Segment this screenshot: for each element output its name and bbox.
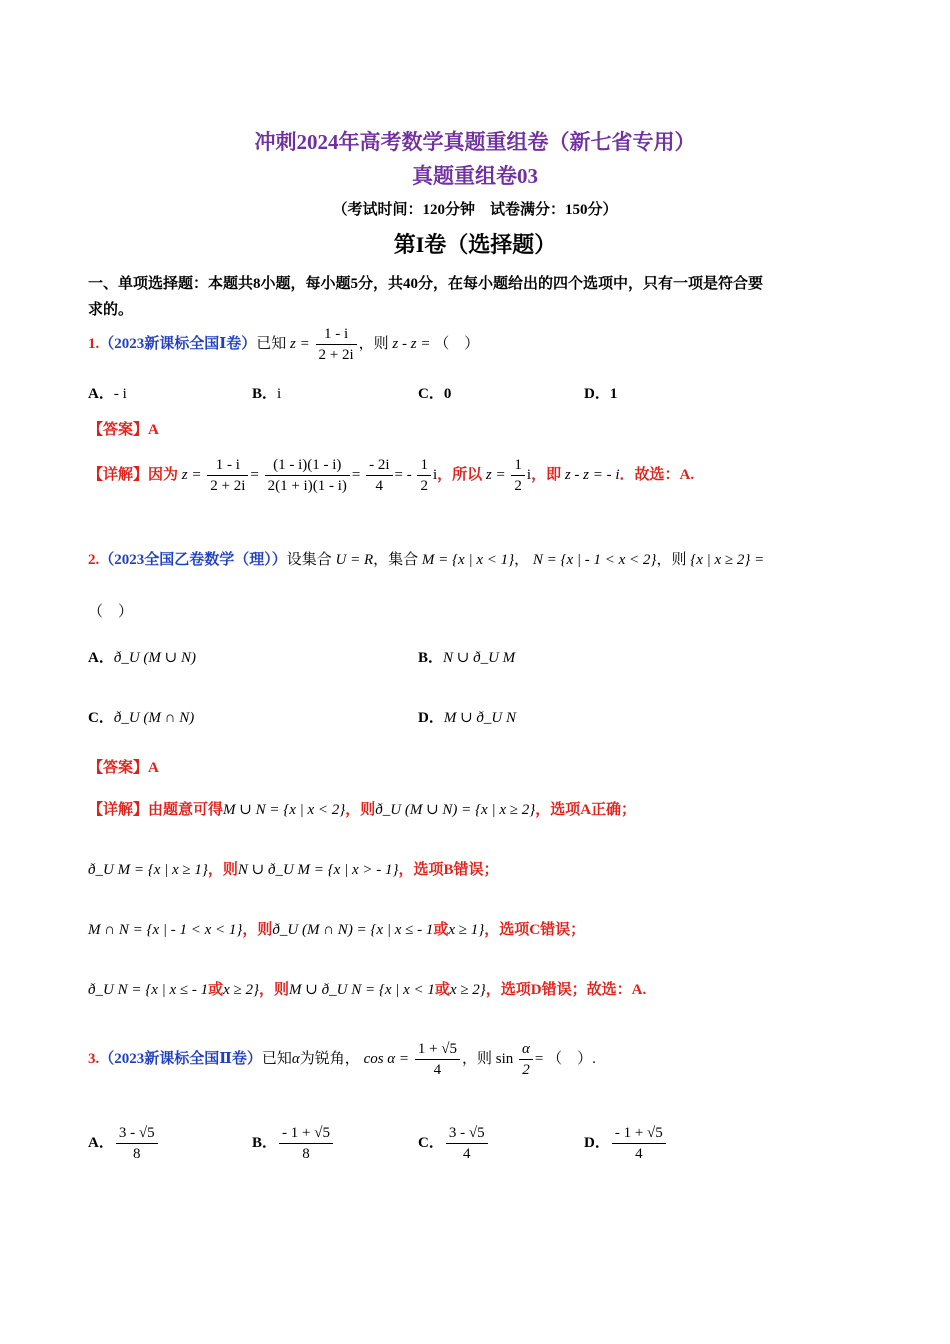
detail-text: ．故选：A. <box>619 467 695 483</box>
math-expr: U = R <box>335 552 374 568</box>
math-expr: x ≥ 2} <box>449 982 486 998</box>
math-expr: z - z = - i <box>564 467 620 483</box>
numerator: α <box>519 1039 533 1060</box>
fraction <box>207 455 248 496</box>
q3-option-b <box>252 1116 335 1170</box>
option-label: D． <box>584 1135 610 1151</box>
q2-option-c <box>88 700 194 736</box>
detail-text: ，所以 <box>437 467 483 483</box>
math-expr: {x | x ≥ 2} = <box>690 552 765 568</box>
math-expr: x ≥ 1} <box>448 922 485 938</box>
math-expr: M ∩ N = {x | - 1 < x < 1} <box>88 922 243 938</box>
math-var: i <box>432 467 438 483</box>
denominator: 2(1 + i)(1 - i) <box>267 478 347 495</box>
q2-answer: 【答案】A <box>88 760 159 776</box>
stem-text: 已知 <box>256 336 287 352</box>
math-var: i <box>526 467 532 483</box>
fraction <box>446 1123 488 1164</box>
math-var: α <box>291 1051 300 1067</box>
fraction <box>316 324 357 365</box>
exam-title: 冲刺2024年高考数学真题重组卷（新七省专用） <box>254 130 696 154</box>
detail-text: 或 <box>208 982 224 998</box>
math-expr: M = {x | x < 1} <box>421 552 515 568</box>
numerator: 1 + √5 <box>415 1039 460 1060</box>
q3-option-a <box>88 1116 160 1170</box>
fraction <box>265 455 350 496</box>
option-label: A． <box>88 1135 114 1151</box>
option-label: A． <box>88 650 114 666</box>
option-value: - i <box>113 386 127 402</box>
numerator: 3 - √5 <box>116 1123 158 1144</box>
denominator: 8 <box>302 1146 310 1163</box>
q1-detail <box>88 448 694 502</box>
denominator: 4 <box>433 1062 442 1079</box>
q2-detail-line4 <box>88 970 646 1010</box>
question-1-stem <box>88 320 479 368</box>
numerator: 3 - √5 <box>446 1123 488 1144</box>
denominator: 4 <box>462 1146 471 1163</box>
option-label: D． <box>584 386 610 402</box>
math-expr: ð_U N = {x | x ≤ - 1 <box>88 982 209 998</box>
answer-paren: （ ）. <box>547 1051 596 1067</box>
q2-option-a <box>88 640 196 676</box>
q2-detail-line2 <box>88 850 498 890</box>
option-label: B． <box>252 1135 278 1151</box>
math-var: z = <box>181 467 202 483</box>
option-value: 1 <box>609 386 618 402</box>
q2-option-b <box>418 640 515 676</box>
option-value: N ∪ ð_U M <box>443 650 516 666</box>
detail-text: ，选项A正确； <box>535 802 637 818</box>
option-value: ð_U (M ∩ N) <box>113 710 195 726</box>
section-title: 第I卷（选择题） <box>393 232 557 257</box>
numerator: 1 - i <box>207 455 248 476</box>
math-expr: ð_U (M ∩ N) = {x | x ≤ - 1 <box>272 922 434 938</box>
numerator: - 1 + √5 <box>279 1123 333 1144</box>
option-label: B． <box>252 386 278 402</box>
q2-paren: （ ） <box>88 604 134 620</box>
stem-text: 设集合 <box>286 552 332 568</box>
math-expr: M ∪ N = {x | x < 2} <box>223 802 346 818</box>
q2-detail-line1 <box>88 790 636 830</box>
math-expr: N = {x | - 1 < x < 2} <box>532 552 657 568</box>
detail-label: 【详解】因为 <box>88 467 179 483</box>
numerator: - 2i <box>366 455 392 476</box>
q1-option-c <box>418 382 451 403</box>
stem-text: 已知 <box>261 1051 292 1067</box>
detail-label: 【详解】由题意可得 <box>88 802 224 818</box>
option-value: ð_U (M ∪ N) <box>113 650 196 666</box>
stem-text: ，则 <box>462 1051 493 1067</box>
detail-text: ，选项B错误； <box>398 862 499 878</box>
math-expr: z = <box>485 467 506 483</box>
numerator: - 1 + √5 <box>612 1123 666 1144</box>
stem-text: ，则 <box>656 552 687 568</box>
question-number: 2. <box>88 552 100 568</box>
numerator: 1 <box>511 455 525 476</box>
q2-option-d <box>418 700 516 736</box>
math-op: = <box>351 467 361 483</box>
exam-info: （考试时间：120分钟 试卷满分：150分） <box>332 202 618 218</box>
q3-option-d <box>584 1116 668 1170</box>
detail-text: ，即 <box>531 467 562 483</box>
q2-detail-line3 <box>88 910 585 950</box>
math-expr: z - z = <box>392 336 431 352</box>
question-number: 3. <box>88 1051 100 1067</box>
denominator: 2 + 2i <box>318 347 354 364</box>
question-number: 1. <box>88 336 100 352</box>
option-value: M ∪ ð_U N <box>443 710 516 726</box>
option-label: A． <box>88 386 114 402</box>
detail-text: ，则 <box>259 982 290 998</box>
detail-text: 或 <box>434 982 450 998</box>
question-2-stem: 2.（2023全国乙卷数学（理））设集合 U = R，集合 M = {x | x < 1}， N = {x | - 1 < x < 2}，则 {x | x ≥ 2} = <box>88 552 765 568</box>
exam-subtitle: 真题重组卷03 <box>412 164 538 188</box>
fraction <box>417 455 431 496</box>
math-expr: M ∪ ð_U N = {x | x < 1 <box>289 982 435 998</box>
fraction <box>519 1039 533 1080</box>
math-func: sin <box>495 1051 514 1067</box>
denominator: 2 + 2i <box>210 478 246 495</box>
math-op: = <box>534 1051 544 1067</box>
answer-paren: （ ） <box>434 336 480 352</box>
stem-text: ，集合 <box>373 552 419 568</box>
question-source: （2023新课标全国Ⅰ卷） <box>99 336 257 352</box>
fraction <box>612 1123 666 1164</box>
stem-text: 为锐角， <box>299 1051 360 1067</box>
math-op: = - <box>394 467 412 483</box>
option-label: D． <box>418 710 444 726</box>
detail-text: ，则 <box>345 802 376 818</box>
q1-answer: 【答案】A <box>88 422 159 438</box>
fraction <box>279 1123 333 1164</box>
detail-text: ，则 <box>207 862 238 878</box>
denominator: 8 <box>132 1146 141 1163</box>
q1-option-b <box>252 382 281 403</box>
math-op: = <box>250 467 259 483</box>
stem-text: ，则 <box>358 336 389 352</box>
instructions-line2: 求的。 <box>88 302 134 318</box>
math-expr: cos α = <box>363 1051 410 1067</box>
fraction <box>511 455 525 496</box>
question-3-stem <box>88 1032 596 1086</box>
numerator: 1 - i <box>316 324 357 345</box>
option-label: C． <box>88 710 114 726</box>
detail-text: ，则 <box>242 922 273 938</box>
math-expr: x ≥ 2} <box>223 982 260 998</box>
denominator: 4 <box>375 478 384 495</box>
denominator: 2 <box>522 1062 530 1079</box>
denominator: 2 <box>420 478 428 495</box>
fraction <box>415 1039 460 1080</box>
math-expr: N ∪ ð_U M = {x | x > - 1} <box>237 862 399 878</box>
fraction <box>116 1123 158 1164</box>
denominator: 2 <box>514 478 522 495</box>
detail-text: ，选项D错误；故选：A. <box>485 982 647 998</box>
option-label: C． <box>418 1135 444 1151</box>
numerator: 1 <box>417 455 431 476</box>
option-label: B． <box>418 650 444 666</box>
numerator: (1 - i)(1 - i) <box>265 455 350 476</box>
denominator: 4 <box>635 1146 643 1163</box>
option-value: 0 <box>443 386 452 402</box>
instructions-line1: 一、单项选择题：本题共8小题，每小题5分，共40分，在每小题给出的四个选项中，只有一项是符合要 <box>88 276 764 292</box>
question-source: （2023全国乙卷数学（理）） <box>99 552 287 568</box>
math-expr: ð_U M = {x | x ≥ 1} <box>88 862 208 878</box>
detail-text: ，选项C错误； <box>484 922 586 938</box>
q1-option-d <box>584 382 617 403</box>
option-label: C． <box>418 386 444 402</box>
option-value: i <box>277 386 282 402</box>
question-source: （2023新课标全国Ⅱ卷） <box>99 1051 262 1067</box>
detail-text: 或 <box>433 922 449 938</box>
q1-option-a <box>88 382 127 403</box>
math-expr: z = <box>290 336 310 352</box>
q3-option-c <box>418 1116 490 1170</box>
math-expr: ð_U (M ∪ N) = {x | x ≥ 2} <box>375 802 536 818</box>
fraction <box>366 455 392 496</box>
